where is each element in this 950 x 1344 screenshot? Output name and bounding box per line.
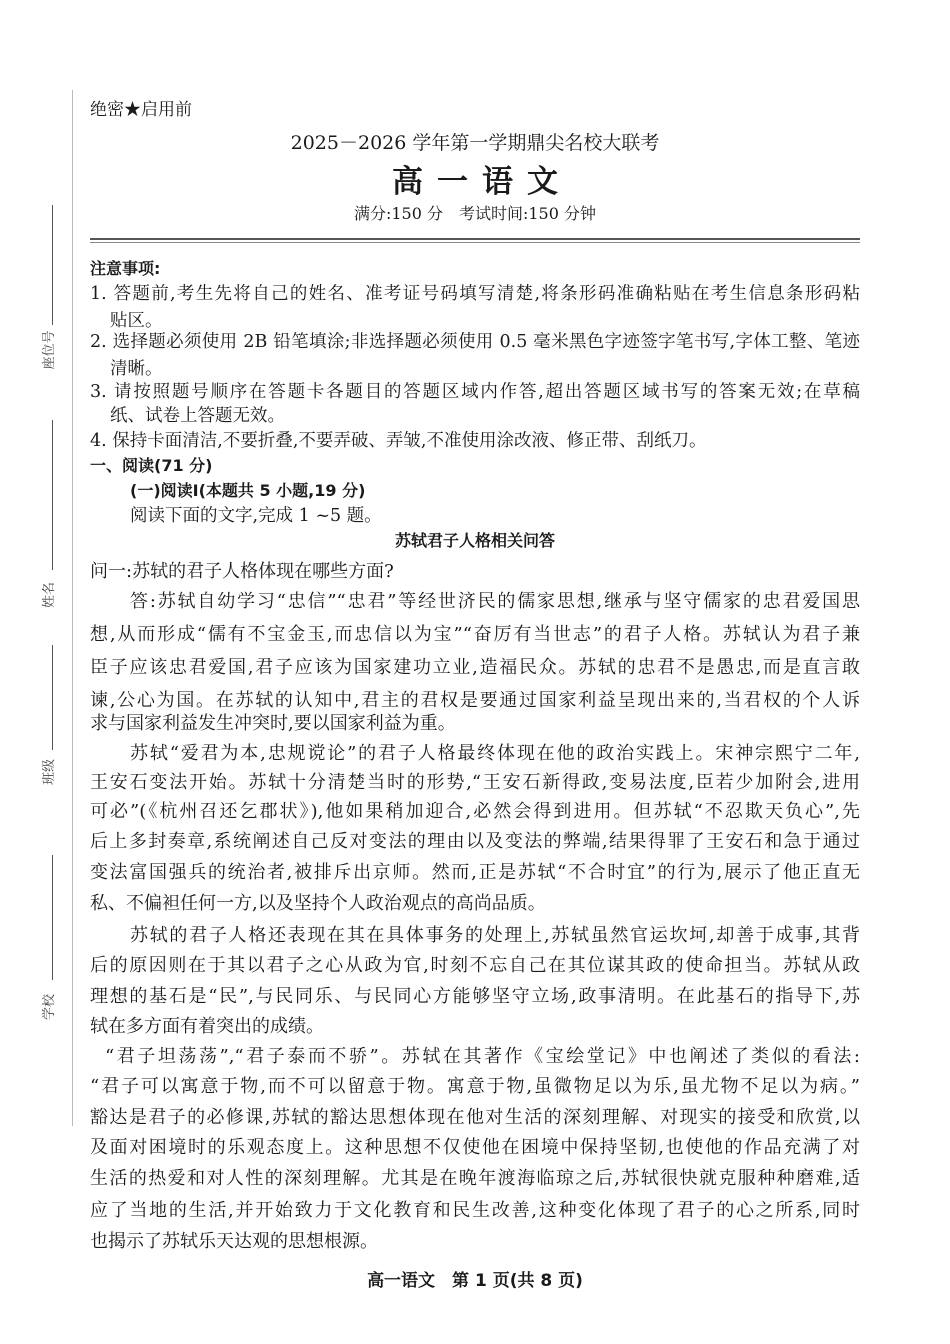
subject-title: 高一语文 [392,164,572,200]
article-line: 理想的基石是“民”,与民同乐、与民同心方能够坚守立场,政事清明。在此基石的指导下,苏 [90,986,860,1007]
article-line: 苏轼的君子人格还表现在其在具体事务的处理上,苏轼虽然官运坎坷,却善于成事,其背 [130,925,860,946]
article-line: 后上多封奏章,系统阐述自己反对变法的理由以及变法的弊端,结果得罪了王安石和急于通过 [90,831,860,852]
header-rule-thin [90,242,860,243]
secret-label: 绝密★启用前 [90,100,192,120]
article-line: 谏,公心为国。在苏轼的认知中,君主的君权是要通过国家利益呈现出来的,当君权的个人诉 [90,690,860,711]
article-line: 答:苏轼自幼学习“忠信”“忠君”等经世济民的儒家思想,继承与坚守儒家的忠君爱国思 [130,591,860,612]
notice-line: 4. 保持卡面清洁,不要折叠,不要弄破、弄皱,不准使用涂改液、修正带、刮纸刀。 [90,431,707,451]
exam-title: 2025－2026 学年第一学期鼎尖名校大联考 [290,132,660,154]
article-line: 私、不偏袒任何一方,以及坚持个人政治观点的高尚品质。 [90,893,546,914]
article-line: 也揭示了苏轼乐天达观的思想根源。 [90,1231,378,1252]
article-line: 苏轼“爱君为本,忠规谠论”的君子人格最终体现在他的政治实践上。宋神宗熙宁二年, [130,743,860,764]
school-label: 学校 [42,994,57,1021]
notice-line: 清晰。 [110,359,163,379]
article-line: 臣子应该忠君爱国,君子应该为国家建功立业,造福民众。苏轼的忠君不是愚忠,而是直言敢 [90,657,860,678]
article-line: 豁达是君子的必修课,苏轼的豁达思想体现在他对生活的深刻理解、对现实的接受和欣赏,以 [90,1107,860,1128]
article-line: 变法富国强兵的统治者,被排斥出京师。然而,正是苏轼“不合时宜”的行为,展示了他正直无 [90,862,860,883]
article-line: 后的原因则在于其以君子之心从政为官,时刻不忘自己在其位谋其政的使命担当。苏轼从政 [90,955,860,976]
article-title: 苏轼君子人格相关问答 [394,531,555,550]
article-line: 王安石变法开始。苏轼十分清楚当时的形势,“王安石新得政,变易法度,臣若少加附会,进用 [90,772,860,793]
article-line: 轼在多方面有着突出的成绩。 [90,1016,324,1037]
class-line [52,645,53,750]
article-line: 问一:苏轼的君子人格体现在哪些方面? [90,561,394,582]
notice-line: 纸、试卷上答题无效。 [110,406,285,426]
binding-line [72,90,73,1126]
section-title: 一、阅读(71 分) [90,456,213,475]
article-line: “君子坦荡荡”,“君子泰而不骄”。苏轼在其著作《宝绘堂记》中也阐述了类似的看法: [105,1046,860,1067]
section-instruction: 阅读下面的文字,完成 1 ~5 题。 [130,506,382,526]
school-line [52,855,53,980]
article-line: 求与国家利益发生冲突时,要以国家利益为重。 [90,713,456,734]
article-line: 可必”(《杭州召还乞郡状》),他如果稍加迎合,必然会得到进用。但苏轼“不忍欺天负心”,先 [90,801,860,822]
article-line: “君子可以寓意于物,而不可以留意于物。寓意于物,虽微物足以为乐,虽尤物不足以为病。” [90,1076,860,1097]
section-subtitle: (一)阅读Ⅰ(本题共 5 小题,19 分) [130,481,366,500]
notice-line: 2. 选择题必须使用 2B 铅笔填涂;非选择题必须使用 0.5 毫米黑色字迹签字笔书写,字体工整、笔迹 [90,332,860,352]
notice-line: 贴区。 [110,311,163,331]
article-line: 应了当地的生活,并开始致力于文化教育和民生改善,这种变化体现了君子的心之所系,同时 [90,1200,860,1221]
name-label: 姓名 [42,582,57,609]
score-time: 满分:150 分 考试时间:150 分钟 [353,204,597,223]
class-label: 班级 [42,759,57,786]
notice-line: 3. 请按照题号顺序在答题卡各题目的答题区域内作答,超出答题区域书写的答案无效;在草稿 [90,382,860,402]
page-footer: 高一语文 第 1 页(共 8 页) [367,1271,583,1291]
article-line: 生活的热爱和对人性的深刻理解。尤其是在晚年渡海临琼之后,苏轼很快就克服种种磨难,适 [90,1168,860,1189]
seat-number-label: 座位号 [42,330,57,370]
article-line: 及面对困境时的乐观态度上。这种思想不仅使他在困境中保持坚韧,也使他的作品充满了对 [90,1137,860,1158]
header-rule [90,238,860,240]
article-line: 想,从而形成“儒有不宝金玉,而忠信以为宝”“奋厉有当世志”的君子人格。苏轼认为君子兼 [90,624,860,645]
notice-title: 注意事项: [90,259,161,278]
notice-line: 1. 答题前,考生先将自己的姓名、准考证号码填写清楚,将条形码准确粘贴在考生信息条形码粘 [90,284,860,304]
